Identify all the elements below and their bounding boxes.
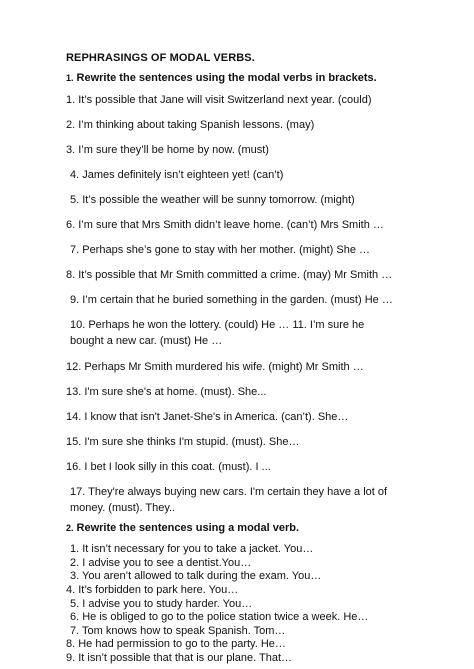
section-2-heading-text: Rewrite the sentences using a modal verb. (76, 522, 300, 534)
s1-item-15: 15. I'm sure she thinks I'm stupid. (must). She… (66, 436, 300, 448)
s1-item-17: 17. They're always buying new cars. I'm certain they have a lot of money. (must). They.. (70, 486, 388, 514)
s2-item-9: 9. It isn’t possible that that is our plane. That… (66, 652, 293, 664)
s1-item-13: 13. I'm sure she's at home. (must). She... (66, 386, 267, 398)
section-1-number: 1. (66, 73, 74, 83)
s1-item-8: 8. It’s possible that Mr Smith committed a crime. (may) Mr Smith … (66, 269, 393, 281)
s1-item-4: 4. James definitely isn’t eighteen yet! (can’t) (70, 169, 284, 181)
section-2-number: 2. (66, 523, 74, 533)
s2-item-6: 6. He is obliged to go to the police station twice a week. He… (70, 611, 369, 623)
s1-item-7: 7. Perhaps she’s gone to stay with her mother. (might) She … (70, 244, 371, 256)
s2-item-1: 1. It isn’t necessary for you to take a jacket. You… (70, 543, 314, 555)
s1-item-6: 6. I’m sure that Mrs Smith didn’t leave home. (can’t) Mrs Smith … (66, 219, 384, 231)
s1-item-9: 9. I’m certain that he buried something in the garden. (must) He … (70, 294, 393, 306)
s2-item-8: 8. He had permission to go to the party. He… (66, 638, 286, 650)
s2-item-3: 3. You aren’t allowed to talk during the exam. You… (70, 570, 322, 582)
s1-item-16: 16. I bet I look silly in this coat. (must). I ... (66, 461, 271, 473)
section-1-heading-text: Rewrite the sentences using the modal verbs in brackets. (76, 72, 377, 84)
s1-item-3: 3. I’m sure they’ll be home by now. (must) (66, 144, 269, 156)
s2-item-2: 2. I advise you to see a dentist.You… (70, 557, 252, 569)
s1-item-14: 14. I know that isn't Janet-She's in America. (can’t). She… (66, 411, 349, 423)
section-1-heading (66, 72, 377, 84)
s2-item-5: 5. I advise you to study harder. You… (70, 598, 253, 610)
s1-item-2: 2. I’m thinking about taking Spanish lessons. (may) (66, 119, 315, 131)
s1-item-10-11: 10. Perhaps he won the lottery. (could) He … 11. I’m sure he bought a new car. (must) He … (70, 319, 365, 347)
s2-item-7: 7. Tom knows how to speak Spanish. Tom… (70, 625, 286, 637)
s2-item-4: 4. It’s forbidden to park here. You… (66, 584, 239, 596)
section-2-heading (66, 522, 299, 534)
s1-item-5: 5. It’s possible the weather will be sunny tomorrow. (might) (70, 194, 355, 206)
s1-item-1: 1. It’s possible that Jane will visit Switzerland next year. (could) (66, 94, 372, 106)
page-title: REPHRASINGS OF MODAL VERBS. (66, 52, 255, 64)
s1-item-12: 12. Perhaps Mr Smith murdered his wife. (might) Mr Smith … (66, 361, 364, 373)
